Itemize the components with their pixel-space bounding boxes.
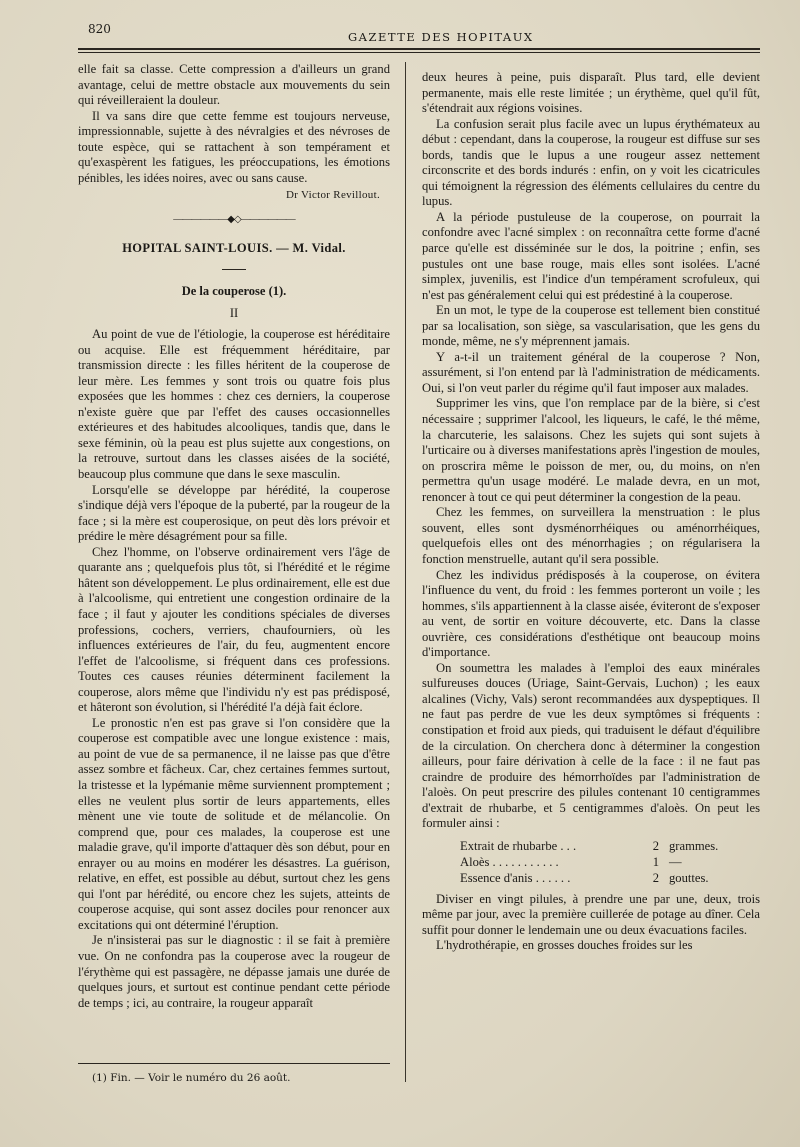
paragraph: Diviser en vingt pilules, à prendre une par une, deux, trois même par jour, avec la première cuillerée de potage au dîner. Cela suffit pour donner le lendemain une ou deux évacuations faciles.: [422, 891, 760, 937]
paragraph: Le pronostic n'en est pas grave si l'on considère que la couperose est compatible avec une longue existence : mais, au point de vue de sa permanence, il ne laisse pas que d'être assez sombre et fâcheux. Car, chez certaines femmes surtout, la tristesse et la lypémanie même surviennent promptement ; elles ne veulent plus sortir de leurs appartements, elles mènent une vie toute de solitude et de mélancolie. On comprend que, pour ces malades, la couperose est une maladie grave, qu'il importe d'attaquer dès son début, pour en enrayer ou au moins en modérer les désastres. La guérison, relative, en effet, est possible au début, surtout chez les gens qui l'ont par hérédité, ou encore chez les sujets, atteints de couperose acquise, qui sont assez dociles pour renoncer aux excitations qui ont déterminé l'éruption.: [78, 715, 390, 932]
recipe: [460, 838, 760, 886]
paragraph: Y a-t-il un traitement général de la couperose ? Non, assurément, si l'on entend par là l'administration de médicaments. Oui, si l'on veut parler du régime qu'il faut imposer aux malades.: [422, 349, 760, 395]
recipe-ingredient: Extrait de rhubarbe . . .: [460, 838, 577, 853]
paragraph: Il va sans dire que cette femme est toujours nerveuse, impressionnable, sujette à des névralgies et des névroses de toute espèce, qui se rattachent à son tempérament et qu'exaspèrent les fatigues, les préoccupations, les émotions pénibles, les idées noires, avec ou sans cause.: [78, 108, 390, 185]
paragraph: Chez les femmes, on surveillera la menstruation : le plus souvent, elles sont dysménorrhéiques ou aménorrhéiques, quelquefois elles ont des ménorrhagies ; on régularisera la fonction menstruelle, autant qu'il sera possible.: [422, 505, 760, 566]
author-signature: Dr Victor Revillout.: [285, 189, 380, 202]
running-title: GAZETTE DES HOPITAUX: [348, 30, 534, 44]
paragraph: A la période pustuleuse de la couperose, on pourrait la confondre avec l'acné simplex : on reconnaîtra cette forme d'acné parce qu'elle est disséminée sur le dos, la poitrine ; enfin, ses pustules ont une base rouge, mais elles sont isolées. L'acné simplex, juvenilis, est l'indice d'un tempérament scrofuleux, qui n'est pas généralement celui qui est prédestiné à la couperose.: [422, 209, 760, 302]
recipe-ingredient: Aloès . . . . . . . . . . .: [460, 854, 559, 869]
recipe-unit: —: [669, 854, 682, 869]
paragraph: elle fait sa classe. Cette compression a d'ailleurs un grand avantage, celui de mettre obstacle aux mouvements du sein qui réveilleraient la douleur.: [78, 62, 390, 108]
paragraph: deux heures à peine, puis disparaît. Plus tard, elle devient permanente, mais elle reste limitée ; un érythème, quel qu'il fût, s'étendrait aux régions voisines.: [422, 70, 760, 116]
footnote-rule: [78, 1063, 390, 1064]
paragraph: Supprimer les vins, que l'on remplace par de la bière, si c'est nécessaire ; supprimer l'alcool, les liqueurs, le café, le thé même, la charcuterie, les salaisons. Chez les sujets qui sont sujets à l'urticaire ou à diverses manifestations après l'ingestion de moules, on proscrira même le poisson de mer, ou, du moins, on n'en permettra qu'un usage modéré. Le malade devra, en un mot, renoncer à tout ce qui peut déterminer la congestion de la peau.: [422, 396, 760, 504]
recipe-unit: gouttes.: [669, 870, 709, 885]
header-rule: [78, 48, 760, 50]
article-title: De la couperose (1).: [181, 284, 287, 299]
section-number: II: [229, 305, 239, 320]
paragraph: Je n'insisterai pas sur le diagnostic : il se fait à première vue. On ne confondra pas la couperose avec la rougeur de l'érythème qui est passagère, ne dépasse jamais une durée de quelques jours, et surtout est continue pendant cette période de temps ; ici, au contraire, la rougeur apparaît: [78, 933, 390, 1010]
header-rule-thin: [78, 52, 760, 53]
recipe-ingredient: Essence d'anis . . . . . .: [460, 870, 571, 885]
page-header: [88, 22, 758, 46]
paragraph: L'hydrothérapie, en grosses douches froides sur les: [436, 938, 693, 953]
paragraph: Chez les individus prédisposés à la couperose, on évitera l'influence du vent, du froid : les femmes porteront un voile ; les hommes, s'ils appartiennent à la classe aisée, éviteront de s'exposer au vent, de sortir en voiture découverte, etc. Dans la classe ouvrière, ces considérations d'esthétique ont beaucoup moins d'importance.: [422, 567, 760, 660]
recipe-row: [460, 838, 760, 854]
hospital-heading: HOPITAL SAINT-LOUIS. — M. Vidal.: [122, 241, 346, 256]
right-column: [422, 70, 760, 954]
short-rule: [222, 269, 246, 270]
separator-ornament: ――――――◆◇――――――: [173, 213, 295, 225]
left-column: [78, 62, 390, 1011]
footnote: (1) Fin. — Voir le numéro du 26 août.: [92, 1072, 291, 1084]
recipe-quantity: 1: [652, 854, 659, 869]
paragraph: Chez l'homme, on l'observe ordinairement vers l'âge de quarante ans ; quelquefois plus tôt, si l'hérédité et le régime hâtent son développement. Le plus ordinairement, elle est due à l'alcoolisme, qui entretient une congestion ordinaire de la face ; il faut y ajouter les conditions spéciales de diverses professions, cochers, verriers, chaufourniers, où les influences extérieures de l'air, du feu, augmentent encore l'effet de l'alcoolisme, si fréquent dans ces professions. Toutes ces causes réunies déterminent facilement la couperose, alors même que l'individu n'y est pas prédisposé, et hâteront son évolution, si l'hérédité l'a déjà fait éclore.: [78, 544, 390, 715]
recipe-unit: grammes.: [669, 838, 719, 853]
paragraph: La confusion serait plus facile avec un lupus érythémateux au début : cependant, dans la couperose, la rougeur est diffuse sur ses bords, tandis que le lupus a une rougeur assez nettement circonscrite et des bords indurés : enfin, on y voit les cicatricules qui témoignent la régression des éléments cellulaires du centre du lupus.: [422, 116, 760, 209]
paragraph: Lorsqu'elle se développe par hérédité, la couperose s'indique déjà vers l'époque de la puberté, par la rougeur de la face ; si la mère est couperosique, on peut dès lors prévoir et prédire le mère désagrément pour sa fille.: [78, 482, 390, 544]
recipe-row: [460, 854, 760, 870]
recipe-quantity: 2: [652, 838, 659, 853]
paragraph: En un mot, le type de la couperose est tellement bien constitué par sa localisation, son siège, sa vascularisation, que les gens du monde, même, ne s'y méprennent jamais.: [422, 303, 760, 349]
paragraph: On soumettra les malades à l'emploi des eaux minérales sulfureuses douces (Uriage, Saint-Gervais, Luchon) ; les eaux alcalines (Vichy, Vals) seront recommandées aux dyspeptiques. Il ne faut pas perdre de vue les deux symptômes si fréquents : constipation et froid aux pieds, qui traduisent le défaut d'équilibre de la circulation. On cherchera donc à déterminer la congestion ailleurs, pour faire dérivation à celle de la face : il ne faut pas craindre de produire des hémorrhoïdes par l'administration de l'aloès. On peut prescrire des pilules contenant 10 centigrammes d'extrait de rhubarbe, et 5 centigrammes d'aloès. On peut les formuler ainsi :: [422, 660, 760, 831]
column-divider: [405, 62, 406, 1082]
recipe-quantity: 2: [652, 870, 659, 885]
recipe-row: [460, 870, 760, 886]
paragraph: Au point de vue de l'étiologie, la couperose est héréditaire ou acquise. Elle est fréquemment héréditaire, par transmission directe : les filles héritent de la couperose de leur mère. Les femmes y sont trois ou quatre fois plus exposées que les hommes : chez ces derniers, la couperose n'existe guère que par l'effet des causes occasionnelles extérieures et des habitudes alcooliques, tandis que, dans le sexe féminin, où la peau est plus sujette aux congestions, on la retrouve, surtout dans les classes aisées de la société, beaucoup plus commune que dans le sexe masculin.: [78, 327, 390, 482]
page-number: 820: [88, 22, 111, 36]
